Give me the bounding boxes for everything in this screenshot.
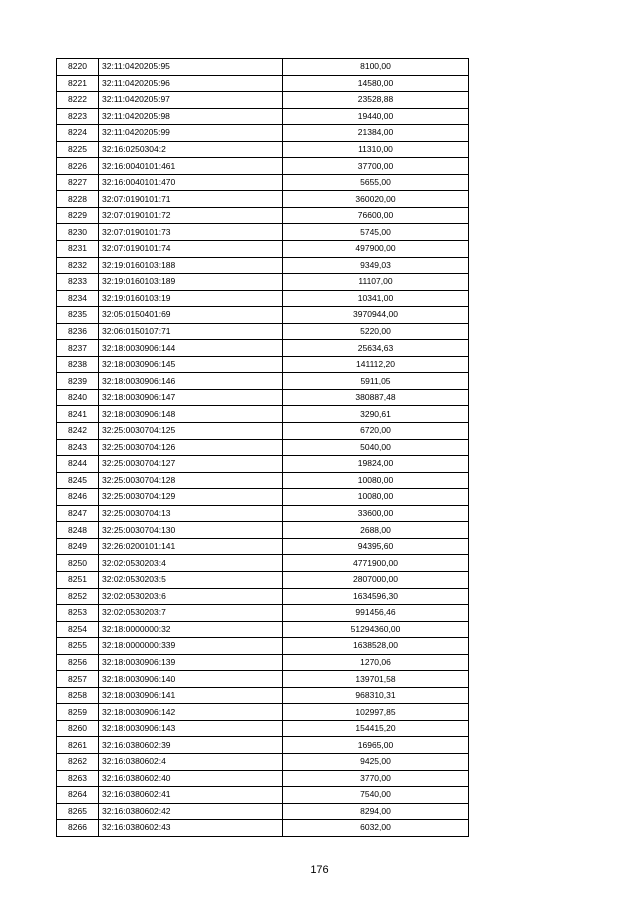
cadastral-number: 32:16:0380602:42 — [99, 803, 283, 820]
table-row — [57, 307, 469, 324]
table-row — [57, 158, 469, 175]
row-number: 8233 — [57, 274, 99, 291]
cadastral-value: 94395,60 — [283, 538, 469, 555]
cadastral-number: 32:19:0160103:19 — [99, 290, 283, 307]
row-number: 8235 — [57, 307, 99, 324]
cadastral-number: 32:26:0200101:141 — [99, 538, 283, 555]
row-number: 8239 — [57, 373, 99, 390]
cadastral-number: 32:07:0190101:72 — [99, 207, 283, 224]
cadastral-value: 139701,58 — [283, 671, 469, 688]
cadastral-number: 32:16:0380602:43 — [99, 820, 283, 837]
row-number: 8223 — [57, 108, 99, 125]
table-row — [57, 770, 469, 787]
table-row — [57, 753, 469, 770]
row-number: 8231 — [57, 241, 99, 258]
table-row — [57, 75, 469, 92]
cadastral-number: 32:07:0190101:74 — [99, 241, 283, 258]
cadastral-number: 32:19:0160103:188 — [99, 257, 283, 274]
table-row — [57, 373, 469, 390]
table-row — [57, 423, 469, 440]
row-number: 8236 — [57, 323, 99, 340]
row-number: 8260 — [57, 720, 99, 737]
table-row — [57, 621, 469, 638]
table-row — [57, 704, 469, 721]
cadastral-value: 102997,85 — [283, 704, 469, 721]
row-number: 8257 — [57, 671, 99, 688]
row-number: 8252 — [57, 588, 99, 605]
table-row — [57, 803, 469, 820]
table-row — [57, 605, 469, 622]
cadastral-number: 32:07:0190101:71 — [99, 191, 283, 208]
table-row — [57, 505, 469, 522]
table-row — [57, 588, 469, 605]
cadastral-number: 32:25:0030704:126 — [99, 439, 283, 456]
cadastral-value: 4771900,00 — [283, 555, 469, 572]
table-row — [57, 340, 469, 357]
row-number: 8237 — [57, 340, 99, 357]
cadastral-number: 32:11:0420205:98 — [99, 108, 283, 125]
table-row — [57, 108, 469, 125]
cadastral-number: 32:11:0420205:95 — [99, 59, 283, 76]
table-row — [57, 207, 469, 224]
row-number: 8250 — [57, 555, 99, 572]
table-row — [57, 671, 469, 688]
cadastral-number: 32:02:0530203:6 — [99, 588, 283, 605]
row-number: 8229 — [57, 207, 99, 224]
table-row — [57, 241, 469, 258]
cadastral-value: 10080,00 — [283, 472, 469, 489]
row-number: 8246 — [57, 489, 99, 506]
cadastral-value: 5220,00 — [283, 323, 469, 340]
table-row — [57, 538, 469, 555]
table-row — [57, 787, 469, 804]
row-number: 8248 — [57, 522, 99, 539]
cadastral-number: 32:05:0150401:69 — [99, 307, 283, 324]
cadastral-value: 968310,31 — [283, 687, 469, 704]
row-number: 8266 — [57, 820, 99, 837]
cadastral-number: 32:11:0420205:99 — [99, 125, 283, 142]
cadastral-value: 5745,00 — [283, 224, 469, 241]
cadastral-number: 32:18:0030906:141 — [99, 687, 283, 704]
table-row — [57, 456, 469, 473]
cadastral-number: 32:16:0380602:41 — [99, 787, 283, 804]
row-number: 8259 — [57, 704, 99, 721]
cadastral-number: 32:16:0250304:2 — [99, 141, 283, 158]
table-row — [57, 389, 469, 406]
row-number: 8243 — [57, 439, 99, 456]
cadastral-number: 32:16:0380602:40 — [99, 770, 283, 787]
row-number: 8221 — [57, 75, 99, 92]
row-number: 8244 — [57, 456, 99, 473]
cadastral-number: 32:25:0030704:129 — [99, 489, 283, 506]
row-number: 8256 — [57, 654, 99, 671]
row-number: 8263 — [57, 770, 99, 787]
table-row — [57, 720, 469, 737]
cadastral-number: 32:16:0380602:4 — [99, 753, 283, 770]
cadastral-number: 32:11:0420205:97 — [99, 92, 283, 109]
cadastral-number: 32:16:0040101:461 — [99, 158, 283, 175]
table-row — [57, 820, 469, 837]
table-row — [57, 323, 469, 340]
cadastral-number: 32:07:0190101:73 — [99, 224, 283, 241]
cadastral-number: 32:25:0030704:127 — [99, 456, 283, 473]
cadastral-value: 11107,00 — [283, 274, 469, 291]
cadastral-value: 76600,00 — [283, 207, 469, 224]
table-row — [57, 92, 469, 109]
cadastral-number: 32:16:0380602:39 — [99, 737, 283, 754]
cadastral-value: 3290,61 — [283, 406, 469, 423]
row-number: 8247 — [57, 505, 99, 522]
cadastral-number: 32:25:0030704:13 — [99, 505, 283, 522]
cadastral-number: 32:18:0030906:142 — [99, 704, 283, 721]
page-number: 176 — [310, 864, 329, 876]
table-row — [57, 737, 469, 754]
table-row — [57, 406, 469, 423]
table-row — [57, 191, 469, 208]
cadastral-number: 32:25:0030704:125 — [99, 423, 283, 440]
row-number: 8249 — [57, 538, 99, 555]
table-row — [57, 654, 469, 671]
cadastral-number: 32:18:0030906:144 — [99, 340, 283, 357]
row-number: 8232 — [57, 257, 99, 274]
cadastral-value: 5911,05 — [283, 373, 469, 390]
row-number: 8238 — [57, 356, 99, 373]
cadastral-value: 1638528,00 — [283, 638, 469, 655]
row-number: 8222 — [57, 92, 99, 109]
cadastral-number: 32:18:0030906:147 — [99, 389, 283, 406]
cadastral-number: 32:18:0030906:140 — [99, 671, 283, 688]
cadastral-value: 3770,00 — [283, 770, 469, 787]
cadastral-value: 51294360,00 — [283, 621, 469, 638]
row-number: 8241 — [57, 406, 99, 423]
cadastral-value: 14580,00 — [283, 75, 469, 92]
table-row — [57, 489, 469, 506]
cadastral-number: 32:18:0030906:139 — [99, 654, 283, 671]
table-row — [57, 571, 469, 588]
cadastral-value: 19440,00 — [283, 108, 469, 125]
cadastral-value: 10080,00 — [283, 489, 469, 506]
table-row — [57, 687, 469, 704]
cadastral-value: 497900,00 — [283, 241, 469, 258]
cadastral-number: 32:25:0030704:128 — [99, 472, 283, 489]
table-row — [57, 125, 469, 142]
cadastral-value: 10341,00 — [283, 290, 469, 307]
cadastral-value-table — [56, 58, 469, 837]
table-row — [57, 439, 469, 456]
cadastral-number: 32:02:0530203:5 — [99, 571, 283, 588]
row-number: 8227 — [57, 174, 99, 191]
row-number: 8264 — [57, 787, 99, 804]
cadastral-value: 6720,00 — [283, 423, 469, 440]
cadastral-value: 8100,00 — [283, 59, 469, 76]
table-row — [57, 638, 469, 655]
cadastral-value: 154415,20 — [283, 720, 469, 737]
table-row — [57, 59, 469, 76]
cadastral-number: 32:18:0030906:143 — [99, 720, 283, 737]
cadastral-value: 23528,88 — [283, 92, 469, 109]
table-row — [57, 555, 469, 572]
cadastral-value: 37700,00 — [283, 158, 469, 175]
cadastral-value: 9349,03 — [283, 257, 469, 274]
cadastral-value: 1270,06 — [283, 654, 469, 671]
cadastral-number: 32:16:0040101:470 — [99, 174, 283, 191]
cadastral-value: 380887,48 — [283, 389, 469, 406]
table-row — [57, 356, 469, 373]
cadastral-value: 5655,00 — [283, 174, 469, 191]
row-number: 8258 — [57, 687, 99, 704]
row-number: 8228 — [57, 191, 99, 208]
table-row — [57, 141, 469, 158]
cadastral-value: 6032,00 — [283, 820, 469, 837]
table-row — [57, 224, 469, 241]
table-row — [57, 290, 469, 307]
cadastral-number: 32:18:0030906:148 — [99, 406, 283, 423]
cadastral-number: 32:11:0420205:96 — [99, 75, 283, 92]
cadastral-value: 7540,00 — [283, 787, 469, 804]
row-number: 8265 — [57, 803, 99, 820]
cadastral-value: 19824,00 — [283, 456, 469, 473]
cadastral-value: 991456,46 — [283, 605, 469, 622]
row-number: 8251 — [57, 571, 99, 588]
row-number: 8240 — [57, 389, 99, 406]
table-row — [57, 472, 469, 489]
row-number: 8255 — [57, 638, 99, 655]
cadastral-number: 32:18:0030906:145 — [99, 356, 283, 373]
cadastral-number: 32:18:0030906:146 — [99, 373, 283, 390]
row-number: 8234 — [57, 290, 99, 307]
cadastral-number: 32:19:0160103:189 — [99, 274, 283, 291]
row-number: 8254 — [57, 621, 99, 638]
cadastral-number: 32:25:0030704:130 — [99, 522, 283, 539]
cadastral-value: 360020,00 — [283, 191, 469, 208]
cadastral-value: 1634596,30 — [283, 588, 469, 605]
cadastral-value: 3970944,00 — [283, 307, 469, 324]
row-number: 8224 — [57, 125, 99, 142]
row-number: 8245 — [57, 472, 99, 489]
table-body — [57, 59, 469, 837]
cadastral-number: 32:18:0000000:339 — [99, 638, 283, 655]
table-row — [57, 174, 469, 191]
cadastral-value: 5040,00 — [283, 439, 469, 456]
cadastral-value: 141112,20 — [283, 356, 469, 373]
row-number: 8262 — [57, 753, 99, 770]
cadastral-number: 32:02:0530203:7 — [99, 605, 283, 622]
cadastral-number: 32:18:0000000:32 — [99, 621, 283, 638]
row-number: 8253 — [57, 605, 99, 622]
cadastral-value: 2807000,00 — [283, 571, 469, 588]
cadastral-number: 32:06:0150107:71 — [99, 323, 283, 340]
cadastral-value: 21384,00 — [283, 125, 469, 142]
table-row — [57, 274, 469, 291]
table-row — [57, 522, 469, 539]
cadastral-number: 32:02:0530203:4 — [99, 555, 283, 572]
table-row — [57, 257, 469, 274]
cadastral-value: 25634,63 — [283, 340, 469, 357]
cadastral-value: 9425,00 — [283, 753, 469, 770]
cadastral-value: 11310,00 — [283, 141, 469, 158]
row-number: 8220 — [57, 59, 99, 76]
cadastral-value: 2688,00 — [283, 522, 469, 539]
row-number: 8230 — [57, 224, 99, 241]
row-number: 8242 — [57, 423, 99, 440]
cadastral-value: 16965,00 — [283, 737, 469, 754]
row-number: 8225 — [57, 141, 99, 158]
cadastral-value: 8294,00 — [283, 803, 469, 820]
cadastral-value: 33600,00 — [283, 505, 469, 522]
row-number: 8226 — [57, 158, 99, 175]
row-number: 8261 — [57, 737, 99, 754]
